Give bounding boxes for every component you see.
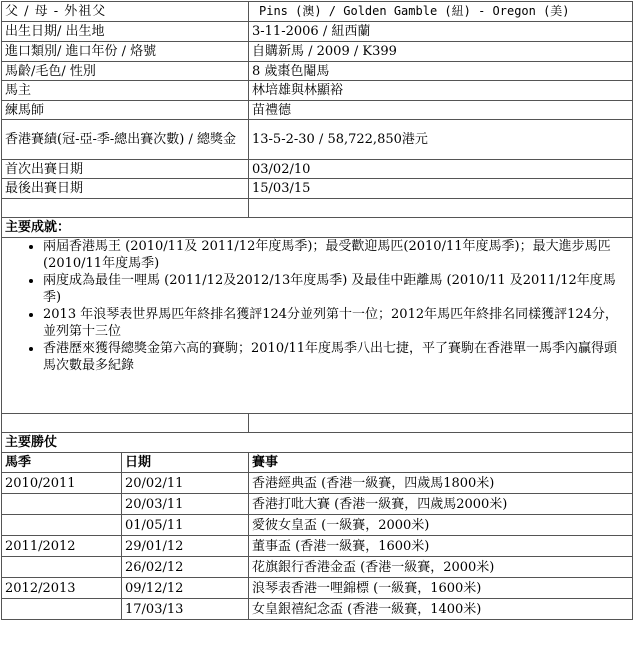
date-column-header: 日期 <box>122 453 249 473</box>
profile-row <box>2 62 633 81</box>
wins-table-row <box>2 515 633 536</box>
profile-label: 進口類別/ 進口年份 / 烙號 <box>2 42 249 62</box>
profile-value: 3-11-2006 / 紐西蘭 <box>249 22 633 42</box>
win-season <box>2 494 122 515</box>
achievements-cell <box>2 238 633 414</box>
profile-label: 練馬師 <box>2 101 249 120</box>
profile-label: 首次出賽日期 <box>2 160 249 179</box>
profile-row <box>2 2 633 22</box>
profile-value: 8 歲棗色閹馬 <box>249 62 633 81</box>
win-race: 愛彼女皇盃 (一級賽，2000米) <box>249 515 633 536</box>
achievements-heading: 主要成就： <box>2 218 633 238</box>
achievement-item: • 兩度成為最佳一哩馬 (2011/12及2012/13年度馬季) 及最佳中距離馬 (2010/11 及2011/12年度馬季) <box>43 272 629 306</box>
wins-table-row <box>2 473 633 494</box>
win-season: 2012/2013 <box>2 578 122 599</box>
achievements-row <box>2 238 633 414</box>
win-date: 26/02/12 <box>122 557 249 578</box>
spacer-cell <box>249 199 633 218</box>
season-column-header: 馬季 <box>2 453 122 473</box>
wins-table-row <box>2 557 633 578</box>
profile-row <box>2 101 633 120</box>
win-race: 浪琴表香港一哩錦標 (一級賽，1600米) <box>249 578 633 599</box>
win-season: 2010/2011 <box>2 473 122 494</box>
win-race: 花旗銀行香港金盃 (香港一級賽，2000米) <box>249 557 633 578</box>
profile-label: 父 / 母 - 外祖父 <box>2 2 249 22</box>
win-date: 20/03/11 <box>122 494 249 515</box>
spacer-row <box>2 414 633 433</box>
profile-value: 自購新馬 / 2009 / K399 <box>249 42 633 62</box>
win-season <box>2 557 122 578</box>
achievement-item: • 2013 年浪琴表世界馬匹年終排名獲評124分並列第十一位；2012年馬匹年終排名同樣獲評124分，並列第十三位 <box>43 306 629 340</box>
win-season <box>2 599 122 620</box>
profile-label: 香港賽績(冠-亞-季-總出賽次數) / 總獎金 <box>2 120 249 160</box>
win-race: 香港打吡大賽 (香港一級賽，四歲馬2000米) <box>249 494 633 515</box>
profile-row <box>2 160 633 179</box>
spacer-row <box>2 199 633 218</box>
wins-header-row <box>2 453 633 473</box>
profile-label: 馬齡/毛色/ 性別 <box>2 62 249 81</box>
wins-table-row <box>2 578 633 599</box>
profile-row <box>2 42 633 62</box>
profile-row <box>2 22 633 42</box>
spacer-cell <box>249 414 633 433</box>
profile-value: 林培雄與林顯裕 <box>249 81 633 101</box>
win-date: 20/02/11 <box>122 473 249 494</box>
profile-label: 出生日期/ 出生地 <box>2 22 249 42</box>
profile-table <box>1 1 633 620</box>
win-date: 17/03/13 <box>122 599 249 620</box>
profile-label: 最後出賽日期 <box>2 179 249 199</box>
achievement-item: • 香港歷來獲得總獎金第六高的賽駒；2010/11年度馬季八出七捷，平了賽駒在香港單一馬季內贏得頭馬次數最多紀錄 <box>43 340 629 374</box>
profile-value: 03/02/10 <box>249 160 633 179</box>
achievements-list <box>5 238 629 374</box>
wins-table-row <box>2 599 633 620</box>
profile-row <box>2 179 633 199</box>
win-race: 女皇銀禧紀念盃 (香港一級賽，1400米) <box>249 599 633 620</box>
achievement-item: • 兩屆香港馬王 (2010/11及 2011/12年度馬季)；最受歡迎馬匹(2010/11年度馬季)；最大進步馬匹 (2010/11年度馬季) <box>43 238 629 272</box>
profile-value: 15/03/15 <box>249 179 633 199</box>
horse-profile-document <box>1 1 632 647</box>
profile-value: 13-5-2-30 / 58,722,850港元 <box>249 120 633 160</box>
spacer-cell <box>2 414 249 433</box>
profile-row <box>2 120 633 160</box>
wins-table-row <box>2 536 633 557</box>
spacer-cell <box>2 199 249 218</box>
win-date: 09/12/12 <box>122 578 249 599</box>
win-date: 01/05/11 <box>122 515 249 536</box>
achievements-heading-row <box>2 218 633 238</box>
race-column-header: 賽事 <box>249 453 633 473</box>
profile-label: 馬主 <box>2 81 249 101</box>
win-date: 29/01/12 <box>122 536 249 557</box>
profile-value: Pins (澳) / Golden Gamble (紐) - Oregon (美) <box>249 2 633 22</box>
win-season: 2011/2012 <box>2 536 122 557</box>
profile-row <box>2 81 633 101</box>
profile-value: 苗禮德 <box>249 101 633 120</box>
wins-table-row <box>2 494 633 515</box>
wins-heading-row <box>2 433 633 453</box>
win-race: 董事盃 (香港一級賽，1600米) <box>249 536 633 557</box>
win-race: 香港經典盃 (香港一級賽，四歲馬1800米) <box>249 473 633 494</box>
win-season <box>2 515 122 536</box>
wins-heading: 主要勝仗 <box>2 433 633 453</box>
